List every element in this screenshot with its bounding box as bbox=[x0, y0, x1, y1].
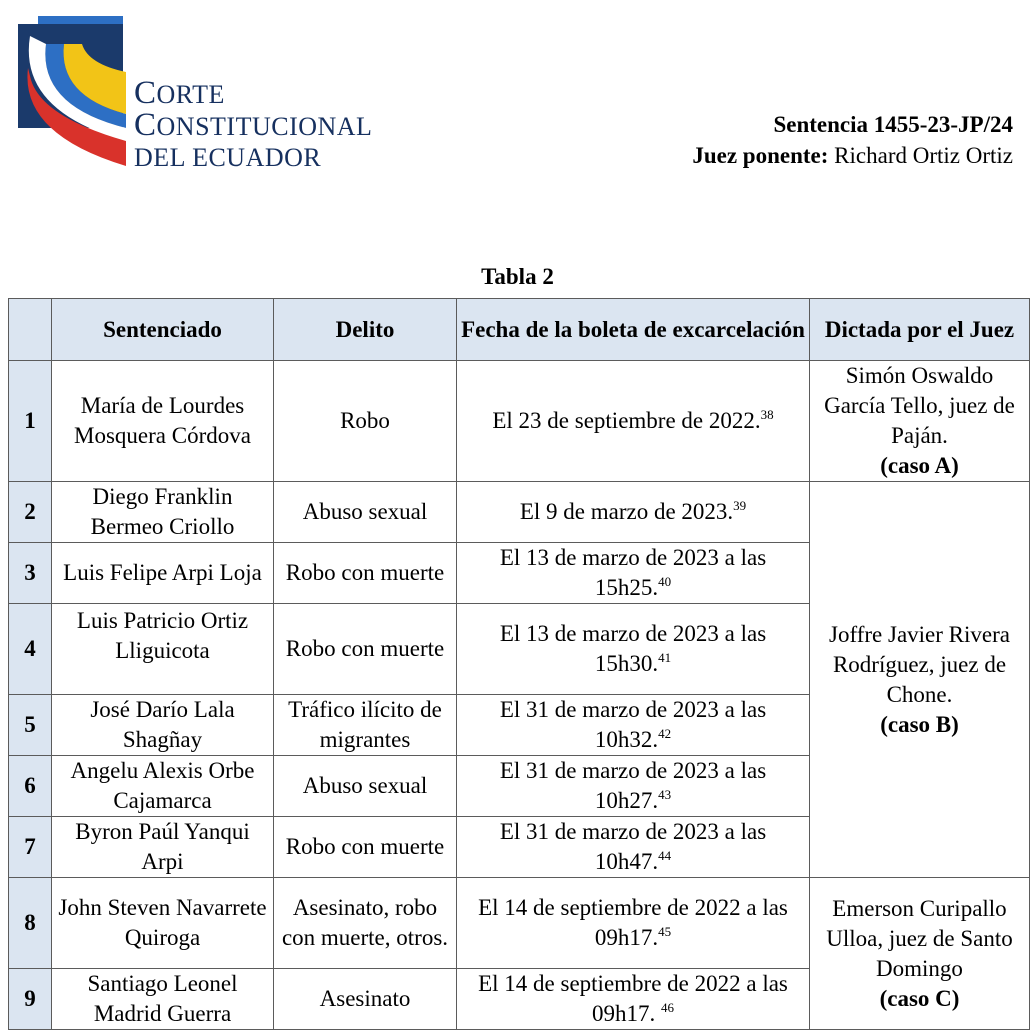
delito-cell: Robo con muerte bbox=[274, 543, 457, 604]
case-label-b: (caso B) bbox=[880, 711, 959, 737]
delito-cell: Robo con muerte bbox=[274, 604, 457, 695]
delito-cell: Abuso sexual bbox=[274, 482, 457, 543]
juez-ponente bbox=[692, 140, 1013, 171]
sentenciado-cell: José Darío Lala Shagñay bbox=[52, 695, 274, 756]
header-sentenciado: Sentenciado bbox=[52, 299, 274, 361]
footnote-ref: 46 bbox=[661, 1000, 674, 1015]
document-header bbox=[692, 109, 1013, 171]
footnote-ref: 38 bbox=[760, 407, 774, 422]
case-label-a: (caso A) bbox=[880, 453, 959, 478]
fecha-cell: El 14 de septiembre de 2022 a las 09h17.45 bbox=[457, 878, 810, 969]
row-number: 9 bbox=[9, 969, 52, 1030]
delito-cell: Tráfico ilícito de migrantes bbox=[274, 695, 457, 756]
row-number: 8 bbox=[9, 878, 52, 969]
row-number: 1 bbox=[9, 361, 52, 482]
fecha-cell: El 14 de septiembre de 2022 a las 09h17. $^{46}$ bbox=[457, 969, 810, 1030]
table-row bbox=[9, 878, 1030, 969]
row-number: 5 bbox=[9, 695, 52, 756]
fecha-cell: El 13 de marzo de 2023 a las 15h25.40 bbox=[457, 543, 810, 604]
delito-cell: Robo bbox=[274, 361, 457, 482]
footnote-ref: 41 bbox=[658, 650, 672, 665]
case-label-c: (caso C) bbox=[879, 985, 960, 1011]
row-number: 3 bbox=[9, 543, 52, 604]
logo-line-constitucional: CONSTITUCIONAL bbox=[134, 107, 373, 143]
fecha-cell: El 13 de marzo de 2023 a las 15h30.41 bbox=[457, 604, 810, 695]
sentenciado-cell: Luis Patricio Ortiz Lliguicota bbox=[52, 604, 274, 695]
footnote-ref: 42 bbox=[658, 726, 672, 741]
court-logo bbox=[18, 16, 408, 176]
table-row bbox=[9, 482, 1030, 543]
row-number: 7 bbox=[9, 817, 52, 878]
juez-cell-c: Emerson Curipallo Ulloa, juez de Santo Domingo (caso C) bbox=[810, 878, 1030, 1030]
footnote-ref: 43 bbox=[658, 787, 672, 802]
footnote-ref: 44 bbox=[658, 848, 672, 863]
juez-cell-a: Simón Oswaldo García Tello, juez de Paján. (caso A) bbox=[810, 361, 1030, 482]
logo-line-ecuador: DEL ECUADOR bbox=[134, 143, 322, 172]
sentenciado-cell: Angelu Alexis Orbe Cajamarca bbox=[52, 756, 274, 817]
sentenciado-cell: María de Lourdes Mosquera Córdova bbox=[52, 361, 274, 482]
header-fecha: Fecha de la boleta de excarcelación bbox=[457, 299, 810, 361]
fecha-cell: El 31 de marzo de 2023 a las 10h32.42 bbox=[457, 695, 810, 756]
delito-cell: Asesinato bbox=[274, 969, 457, 1030]
sentencia-number: Sentencia 1455-23-JP/24 bbox=[773, 112, 1013, 137]
fecha-cell: El 23 de septiembre de 2022.38 bbox=[457, 361, 810, 482]
juez-name: Richard Ortiz Ortiz bbox=[834, 143, 1013, 168]
delito-cell: Abuso sexual bbox=[274, 756, 457, 817]
fecha-cell: El 31 de marzo de 2023 a las 10h27.43 bbox=[457, 756, 810, 817]
delito-cell: Robo con muerte bbox=[274, 817, 457, 878]
logo-line-corte: CORTE bbox=[134, 75, 225, 111]
court-emblem-icon bbox=[18, 16, 148, 176]
delito-cell: Asesinato, robo con muerte, otros. bbox=[274, 878, 457, 969]
header-num bbox=[9, 299, 52, 361]
sentenciado-cell: Santiago Leonel Madrid Guerra bbox=[52, 969, 274, 1030]
fecha-cell: El 9 de marzo de 2023.39 bbox=[457, 482, 810, 543]
row-number: 2 bbox=[9, 482, 52, 543]
footnote-ref: 40 bbox=[658, 574, 672, 589]
table-title: Tabla 2 bbox=[481, 264, 554, 289]
header-juez: Dictada por el Juez bbox=[810, 299, 1030, 361]
table-header-row bbox=[9, 299, 1030, 361]
footnote-ref: 39 bbox=[733, 498, 747, 513]
row-number: 6 bbox=[9, 756, 52, 817]
sentenciado-cell: Diego Franklin Bermeo Criollo bbox=[52, 482, 274, 543]
sentenciado-cell: John Steven Navarrete Quiroga bbox=[52, 878, 274, 969]
juez-label: Juez ponente: bbox=[692, 143, 829, 168]
table-row bbox=[9, 361, 1030, 482]
footnote-ref: 45 bbox=[658, 924, 672, 939]
sentenciado-cell: Byron Paúl Yanqui Arpi bbox=[52, 817, 274, 878]
fecha-cell: El 31 de marzo de 2023 a las 10h47.44 bbox=[457, 817, 810, 878]
juez-cell-b: Joffre Javier Rivera Rodríguez, juez de Chone. (caso B) bbox=[810, 482, 1030, 878]
row-number: 4 bbox=[9, 604, 52, 695]
sentenciado-cell: Luis Felipe Arpi Loja bbox=[52, 543, 274, 604]
sentenciados-table bbox=[8, 298, 1030, 1030]
header-delito: Delito bbox=[274, 299, 457, 361]
